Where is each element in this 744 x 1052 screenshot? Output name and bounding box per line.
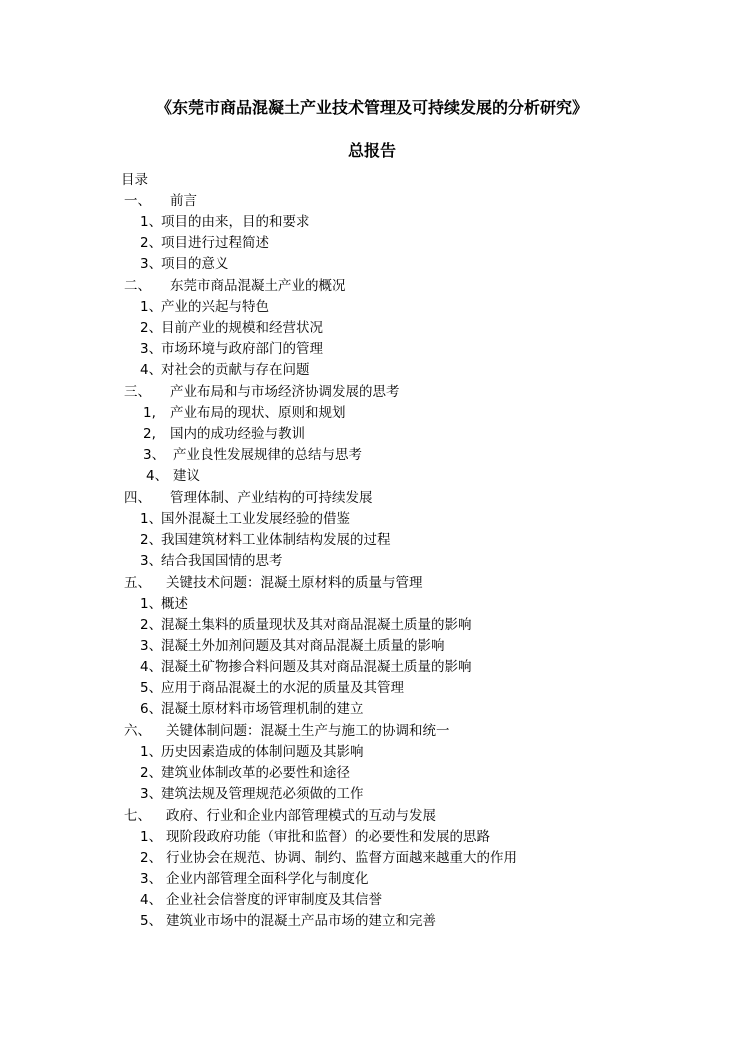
toc-item: 1, 产业布局的现状、原则和规划: [143, 405, 346, 421]
toc-item: 2, 国内的成功经验与教训: [143, 426, 305, 442]
toc-item: 2、建筑业体制改革的必要性和途径: [140, 765, 350, 781]
toc-item: 2、项目进行过程简述: [140, 235, 269, 251]
toc-item: 5、 建筑业市场中的混凝土产品市场的建立和完善: [140, 913, 436, 929]
toc-item: 3、混凝土外加剂问题及其对商品混凝土质量的影响: [140, 638, 445, 654]
toc-item: 1、 现阶段政府功能（审批和监督）的必要性和发展的思路: [140, 829, 490, 845]
toc-item: 6、混凝土原材料市场管理机制的建立: [140, 701, 364, 717]
toc-section: 六、 关键体制问题：混凝土生产与施工的协调和统一: [124, 723, 450, 739]
toc-item: 1、产业的兴起与特色: [140, 299, 269, 315]
toc-item: 3、建筑法规及管理规范必须做的工作: [140, 786, 364, 802]
toc-section: 四、 管理体制、产业结构的可持续发展: [124, 490, 373, 506]
toc-section: 五、 关键技术问题：混凝土原材料的质量与管理: [124, 575, 423, 591]
toc-item: 2、我国建筑材料工业体制结构发展的过程: [140, 532, 391, 548]
toc-item: 3、项目的意义: [140, 256, 229, 272]
toc-item: 4、混凝土矿物掺合料问题及其对商品混凝土质量的影响: [140, 659, 472, 675]
toc-section: 七、 政府、行业和企业内部管理模式的互动与发展: [124, 808, 436, 824]
toc-item: 4、对社会的贡献与存在问题: [140, 362, 310, 378]
toc-section: 三、 产业布局和与市场经济协调发展的思考: [124, 384, 400, 400]
toc-item: 2、 行业协会在规范、协调、制约、监督方面越来越重大的作用: [140, 850, 517, 866]
toc-item: 3、市场环境与政府部门的管理: [140, 341, 323, 357]
toc-item: 3、结合我国国情的思考: [140, 553, 283, 569]
document-title: 《东莞市商品混凝土产业技术管理及可持续发展的分析研究》: [155, 98, 588, 117]
toc-item: 1、国外混凝土工业发展经验的借鉴: [140, 511, 350, 527]
toc-heading: 目录: [121, 172, 148, 188]
toc-item: 1、概述: [140, 596, 188, 612]
toc-item: 4、 建议: [146, 468, 200, 484]
document-subtitle: 总报告: [347, 141, 396, 160]
toc-item: 3、 产业良性发展规律的总结与思考: [143, 447, 362, 463]
toc-section: 一、 前言: [124, 193, 197, 209]
toc-item: 4、 企业社会信誉度的评审制度及其信誉: [140, 892, 382, 908]
toc-item: 3、 企业内部管理全面科学化与制度化: [140, 871, 369, 887]
toc-item: 1、历史因素造成的体制问题及其影响: [140, 744, 364, 760]
toc-item: 1、项目的由来，目的和要求: [140, 214, 310, 230]
toc-item: 5、应用于商品混凝土的水泥的质量及其管理: [140, 680, 404, 696]
toc-item: 2、目前产业的规模和经营状况: [140, 320, 323, 336]
toc-section: 二、 东莞市商品混凝土产业的概况: [124, 278, 346, 294]
toc-item: 2、混凝土集料的质量现状及其对商品混凝土质量的影响: [140, 617, 472, 633]
